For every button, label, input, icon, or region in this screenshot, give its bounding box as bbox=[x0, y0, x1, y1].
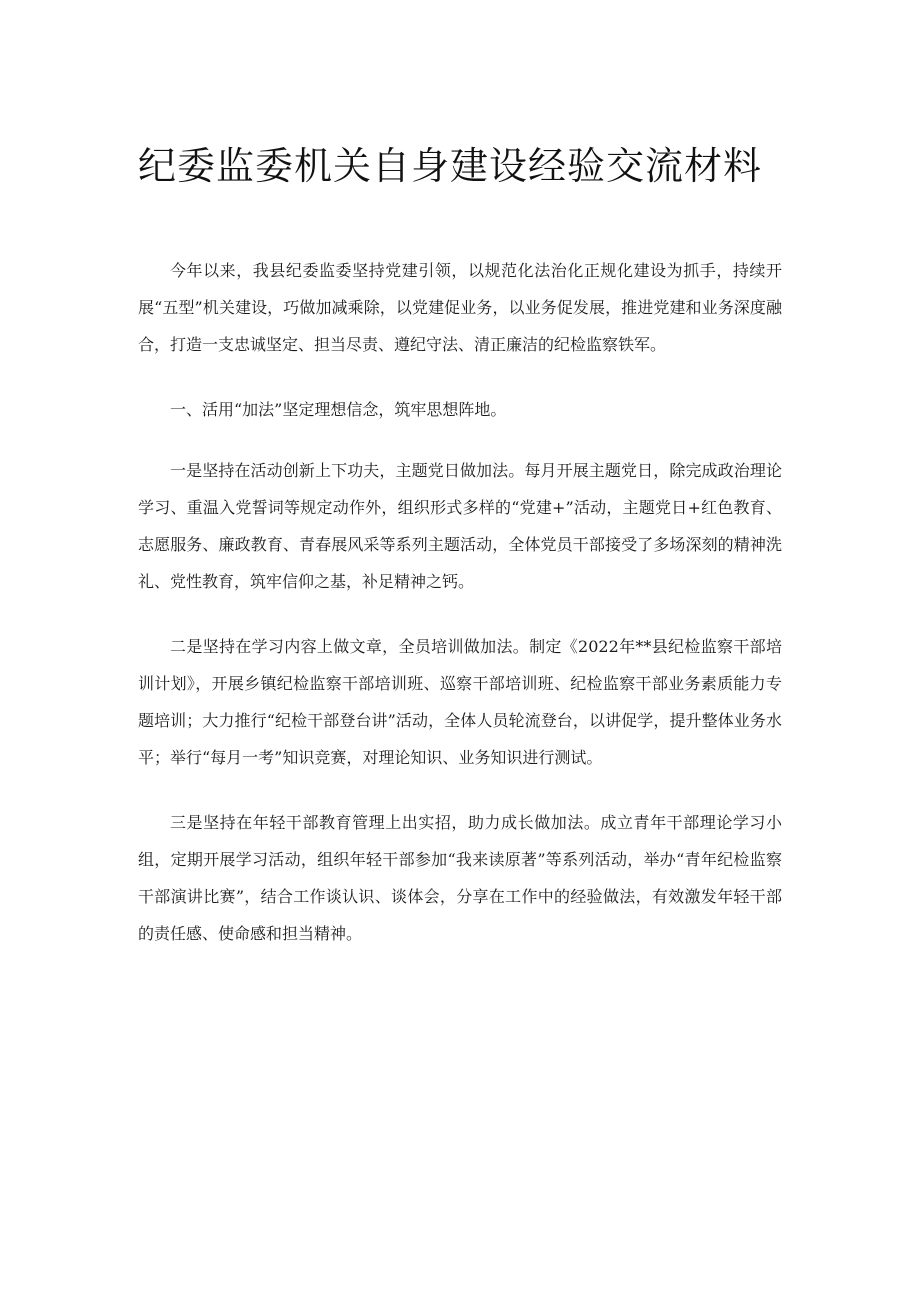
paragraph-point-3: 三是坚持在年轻干部教育管理上出实招，助力成长做加法。成立青年干部理论学习小组，定期开展学习活动，组织年轻干部参加“我来读原著”等系列活动，举办“青年纪检监察干部演讲比赛”，结合工作谈认识、谈体会，分享在工作中的经验做法，有效激发年轻干部的责任感、使命感和担当精神。 bbox=[138, 813, 782, 943]
paragraph-point-2: 二是坚持在学习内容上做文章，全员培训做加法。制定《2022年**县纪检监察干部培训计划》，开展乡镇纪检监察干部培训班、巡察干部培训班、纪检监察干部业务素质能力专题培训；大力推行“纪检干部登台讲”活动，全体人员轮流登台，以讲促学，提升整体业务水平；举行“每月一考”知识竞赛，对理论知识、业务知识进行测试。 bbox=[138, 637, 782, 767]
paragraph-intro: 今年以来，我县纪委监委坚持党建引领，以规范化法治化正规化建设为抓手，持续开展“五型”机关建设，巧做加减乘除，以党建促业务，以业务促发展，推进党建和业务深度融合，打造一支忠诚坚定、担当尽责、遵纪守法、清正廉洁的纪检监察铁军。 bbox=[138, 261, 782, 354]
document-title: 纪委监委机关自身建设经验交流材料 bbox=[138, 144, 763, 188]
section-heading-1: 一、活用“加法”坚定理想信念，筑牢思想阵地。 bbox=[170, 400, 507, 419]
document-body bbox=[138, 252, 782, 952]
paragraph-point-1: 一是坚持在活动创新上下功夫，主题党日做加法。每月开展主题党日，除完成政治理论学习、重温入党誓词等规定动作外，组织形式多样的“党建+”活动，主题党日+红色教育、志愿服务、廉政教育、青春展风采等系列主题活动，全体党员干部接受了多场深刻的精神洗礼、党性教育，筑牢信仰之基，补足精神之钙。 bbox=[138, 461, 782, 591]
